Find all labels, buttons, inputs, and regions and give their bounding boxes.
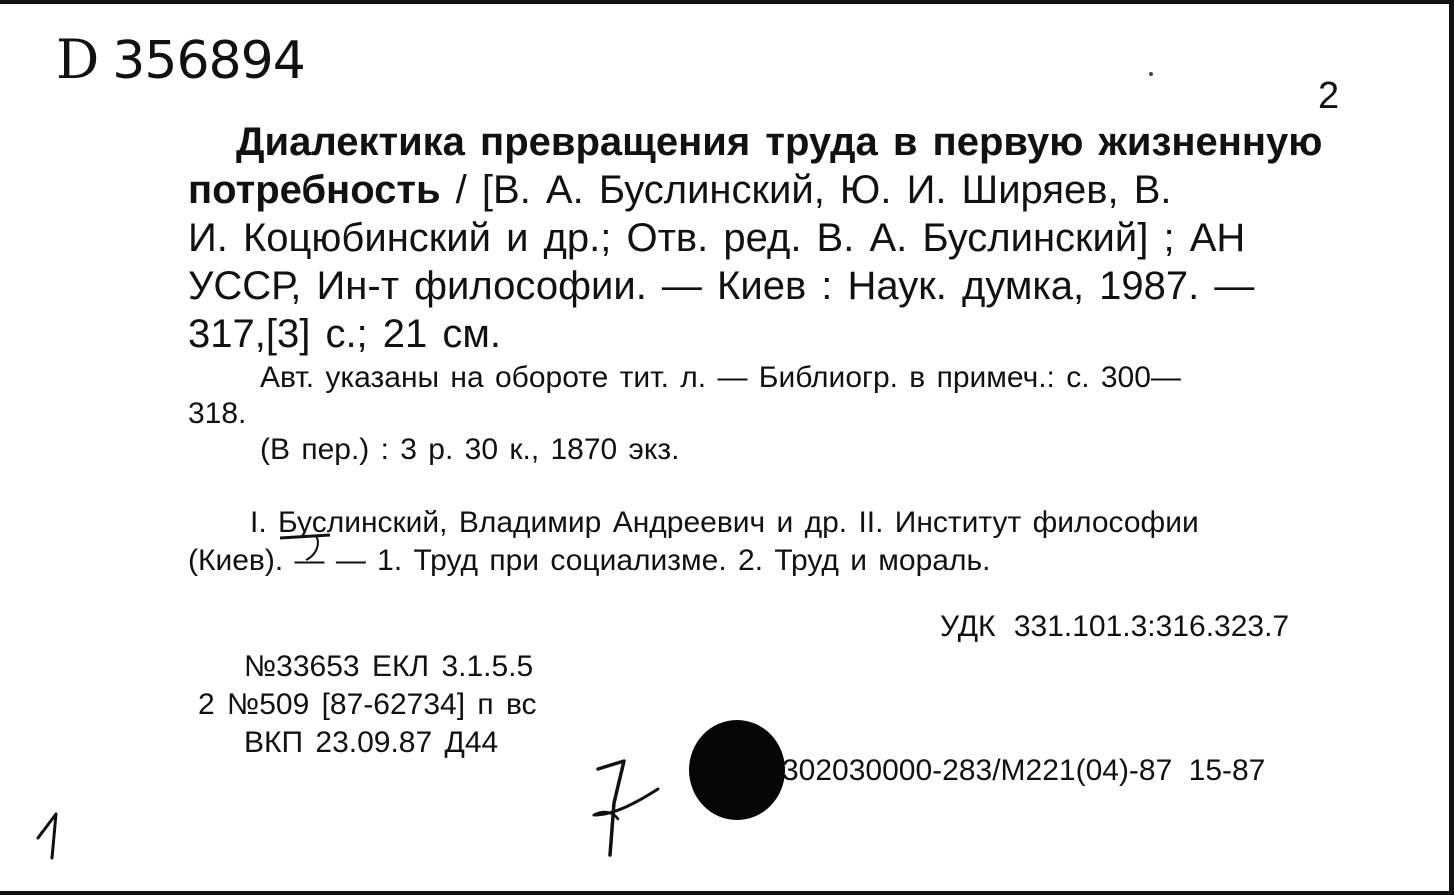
title-continuation: потребность: [188, 168, 441, 212]
admin-line-1: №33653 ЕКЛ 3.1.5.5: [244, 650, 534, 683]
physical-description: 317,[3] с.; 21 см.: [188, 312, 501, 356]
title-text: Диалектика превращения труда в первую жизненную: [236, 120, 1323, 164]
price-line: (В пер.) : 3 р. 30 к., 1870 экз.: [260, 433, 680, 466]
handwritten-7: [584, 755, 664, 860]
udc-classification: УДК 331.101.3:316.323.7: [940, 610, 1290, 643]
page-number: 2: [1318, 75, 1340, 117]
inventory-mark: D: [56, 28, 99, 91]
admin-line-3: ВКП 23.09.87 Д44: [244, 726, 499, 759]
punch-hole: [689, 720, 785, 820]
title-line: [188, 118, 1358, 166]
tracing-line-1: I. Буслинский, Владимир Андреевич и др. II. Институт философии: [250, 506, 1199, 539]
note-line-1: Авт. указаны на обороте тит. л. — Библиогр. в примеч.: с. 300—: [260, 361, 1181, 394]
inventory-number: [56, 28, 305, 93]
card-top-edge: [0, 0, 1454, 4]
main-entry: [188, 118, 1358, 358]
admin-block: [198, 648, 537, 762]
tracing-line-2: (Киев). — — 1. Труд при социализме. 2. Труд и мораль.: [188, 544, 991, 577]
pencil-underline: [276, 532, 334, 562]
ink-speck: [1149, 72, 1153, 76]
title-line-2: [188, 166, 1358, 214]
isbn-line: 302030000-283/М221(04)-87 15-87: [782, 754, 1266, 787]
handwritten-1: [32, 808, 78, 864]
admin-line-2: 2 №509 [87-62734] п вс: [198, 688, 537, 721]
note-line-2: 318.: [188, 397, 247, 430]
responsibility-statement: / [В. А. Буслинский, Ю. И. Ширяев, В.: [455, 168, 1172, 212]
notes-block: [188, 360, 1358, 468]
entry-line-3: И. Коцюбинский и др.; Отв. ред. В. А. Буслинский] ; АН: [188, 216, 1246, 260]
card-bottom-edge: [0, 891, 1454, 895]
card-right-edge: [1449, 0, 1454, 895]
tracings-block: [188, 504, 1358, 580]
inventory-value: 356894: [112, 31, 305, 91]
entry-line-4: УССР, Ин-т философии. — Киев : Наук. думка, 1987. —: [188, 264, 1255, 308]
